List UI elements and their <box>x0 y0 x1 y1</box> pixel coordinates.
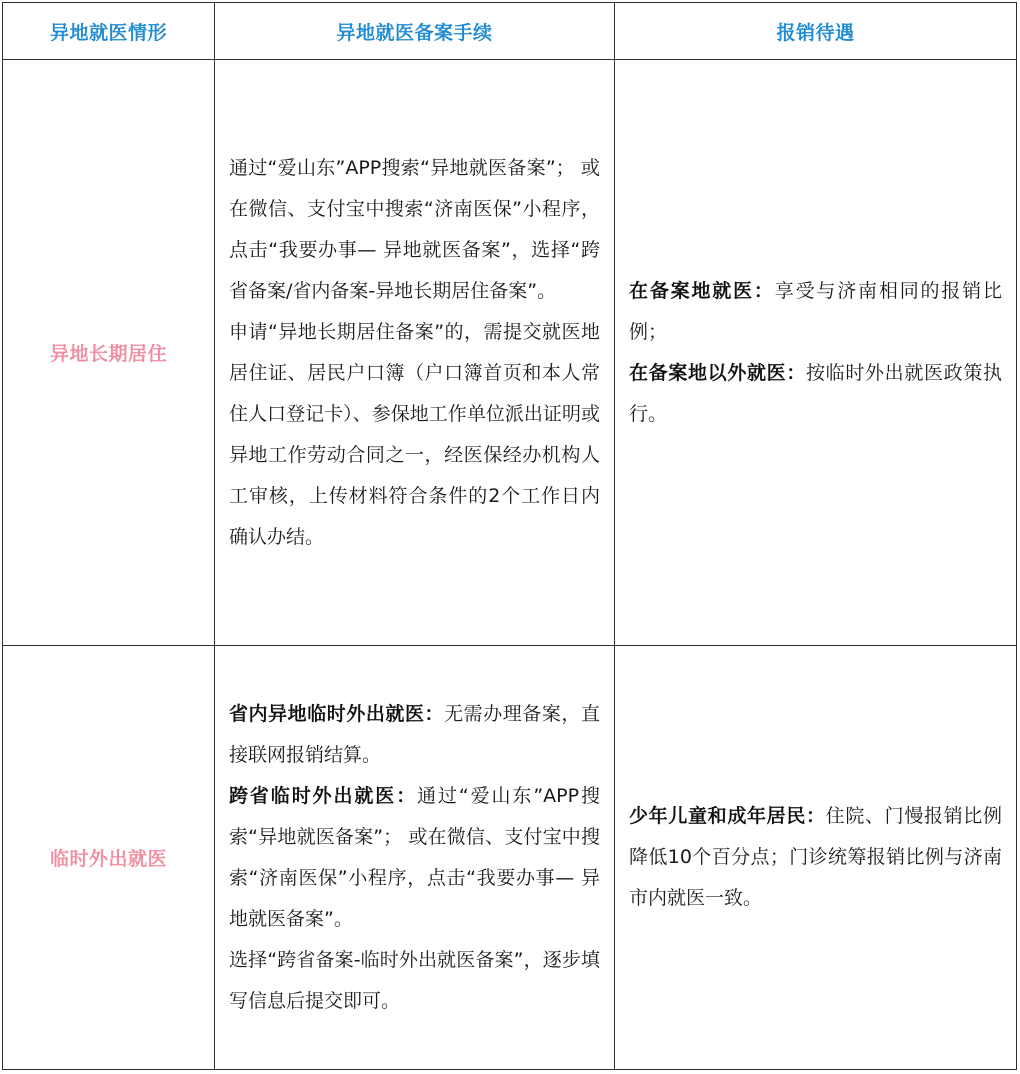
benefit-item <box>629 353 1002 435</box>
header-benefits: 报销待遇 <box>615 3 1017 60</box>
procedure-text: 通过“爱山东”APP搜索“异地就医备案”； 或在微信、支付宝中搜索“济南医保”小程序，点击“我要办事— 异地就医备案”。 <box>229 784 600 930</box>
benefit-label: 在备案地就医： <box>629 279 775 302</box>
procedure-paragraph: 申请“异地长期居住备案”的，需提交就医地居住证、居民户口簿（户口簿首页和本人常住人口登记卡）、参保地工作单位派出证明或异地工作劳动合同之一，经医保经办机构人工审核，上传材料符合条件的2个工作日内确认办结。 <box>229 320 600 548</box>
benefit-text: 按临时外出就医政策执行。 <box>629 361 1002 425</box>
benefits-cell <box>615 60 1017 646</box>
procedure-text: 无需办理备案，直接联网报销结算。 <box>229 702 600 766</box>
policy-table <box>2 2 1017 1070</box>
procedure-paragraph <box>229 776 600 940</box>
benefit-label: 少年儿童和成年居民： <box>629 805 826 827</box>
header-scenario: 异地就医情形 <box>3 3 215 60</box>
procedure-paragraph: 选择“跨省备案-临时外出就医备案”，逐步填写信息后提交即可。 <box>229 948 600 1012</box>
benefit-label: 在备案地以外就医： <box>629 361 806 384</box>
benefit-item <box>629 796 1002 919</box>
procedure-paragraph: 通过“爱山东”APP搜索“异地就医备案”； 或在微信、支付宝中搜索“济南医保”小程序，点击“我要办事— 异地就医备案”，选择“跨省备案/省内备案-异地长期居住备案”。 <box>229 156 600 302</box>
table-row <box>3 646 1017 1070</box>
procedure-cell <box>215 646 615 1070</box>
benefit-text: 享受与济南相同的报销比例； <box>629 279 1002 343</box>
benefit-item <box>629 271 1002 353</box>
procedure-label: 跨省临时外出就医： <box>229 784 418 807</box>
scenario-cell: 临时外出就医 <box>3 646 215 1070</box>
scenario-cell: 异地长期居住 <box>3 60 215 646</box>
header-procedure: 异地就医备案手续 <box>215 3 615 60</box>
procedure-label: 省内异地临时外出就医： <box>229 702 445 725</box>
procedure-paragraph <box>229 694 600 776</box>
table-row <box>3 60 1017 646</box>
benefits-cell <box>615 646 1017 1070</box>
procedure-cell <box>215 60 615 646</box>
benefit-text: 住院、门慢报销比例降低10个百分点；门诊统筹报销比例与济南市内就医一致。 <box>629 805 1002 909</box>
header-row <box>3 3 1017 60</box>
